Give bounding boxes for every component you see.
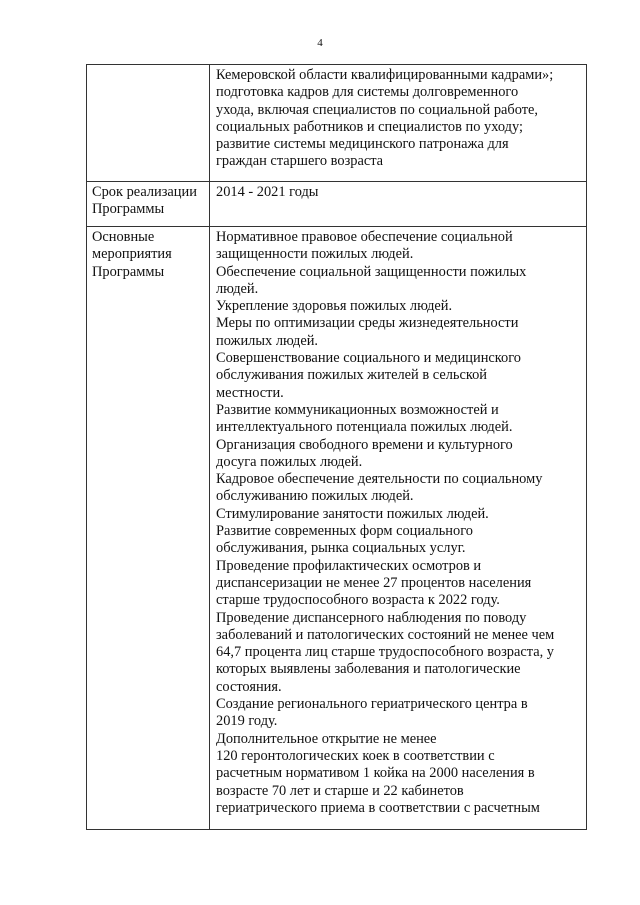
text-line: Совершенствование социального и медицинского <box>216 350 521 367</box>
text-line: досуга пожилых людей. <box>216 453 363 470</box>
text-line: пожилых людей. <box>216 332 319 349</box>
text-line: защищенности пожилых людей. <box>216 246 414 263</box>
text-line: социальных работников и специалистов по уходу; <box>216 118 523 135</box>
table-row-main-activities <box>87 227 587 829</box>
text-line: Программы <box>92 201 165 218</box>
table-row-implementation-period <box>87 182 587 227</box>
text-line: Срок реализации <box>92 184 197 200</box>
text-line: людей. <box>216 280 259 297</box>
text-line: Кадровое обеспечение деятельности по социальному <box>216 471 543 488</box>
text-line: Развитие современных форм социального <box>216 523 473 540</box>
text-line: 2014 - 2021 годы <box>216 184 319 200</box>
row-content-cell <box>210 182 587 227</box>
text-line: Укрепление здоровья пожилых людей. <box>216 298 453 315</box>
text-line: расчетным нормативом 1 койка на 2000 населения в <box>216 765 535 782</box>
row-label-cell <box>87 227 210 829</box>
text-line: старше трудоспособного возраста к 2022 году. <box>216 592 500 609</box>
text-line: Стимулирование занятости пожилых людей. <box>216 505 489 522</box>
text-line: диспансеризации не менее 27 процентов населения <box>216 574 532 591</box>
text-line: Основные <box>92 229 155 245</box>
text-line: обслуживанию пожилых людей. <box>216 488 414 505</box>
text-line: Обеспечение социальной защищенности пожилых <box>216 263 527 280</box>
text-line: Программы <box>92 263 165 280</box>
row-label-cell <box>87 182 210 227</box>
text-line: Дополнительное открытие не менее <box>216 730 437 747</box>
text-line: мероприятия <box>92 246 172 263</box>
text-line: Меры по оптимизации среды жизнедеятельности <box>216 315 519 332</box>
text-line: Нормативное правовое обеспечение социальной <box>216 229 513 245</box>
program-passport-table <box>86 64 587 829</box>
text-line: 120 геронтологических коек в соответствии с <box>216 747 495 764</box>
text-line: Проведение диспансерного наблюдения по поводу <box>216 609 527 626</box>
text-line: заболеваний и патологических состояний не менее чем <box>216 626 555 643</box>
text-line: обслуживания пожилых жителей в сельской <box>216 367 487 384</box>
text-line: состояния. <box>216 678 282 695</box>
text-line: ухода, включая специалистов по социальной работе, <box>216 101 539 118</box>
text-line: Организация свободного времени и культурного <box>216 436 513 453</box>
table-row-training-continuation <box>87 65 587 182</box>
text-line: 64,7 процента лиц старше трудоспособного возраста, у <box>216 644 554 661</box>
text-line: местности. <box>216 384 284 401</box>
text-line: подготовка кадров для системы долговременного <box>216 84 519 101</box>
text-line: граждан старшего возраста <box>216 153 384 170</box>
text-line: развитие системы медицинского патронажа для <box>216 136 509 153</box>
text-line: Кемеровской области квалифицированными кадрами»; <box>216 67 554 83</box>
table-bottom-border <box>86 829 587 830</box>
row-content-cell <box>210 227 587 829</box>
text-line: гериатрического приема в соответствии с расчетным <box>216 799 540 816</box>
text-line: возрасте 70 лет и старше и 22 кабинетов <box>216 782 464 799</box>
text-line: интеллектуального потенциала пожилых людей. <box>216 419 513 436</box>
text-line: которых выявлены заболевания и патологические <box>216 661 521 678</box>
text-line: 2019 году. <box>216 713 278 730</box>
text-line: обслуживания, рынка социальных услуг. <box>216 540 466 557</box>
row-label-cell <box>87 65 210 182</box>
text-line: Развитие коммуникационных возможностей и <box>216 401 499 418</box>
row-content-cell <box>210 65 587 182</box>
page-number: 4 <box>317 37 323 49</box>
text-line: Создание регионального гериатрического центра в <box>216 696 528 713</box>
text-line: Проведение профилактических осмотров и <box>216 557 482 574</box>
